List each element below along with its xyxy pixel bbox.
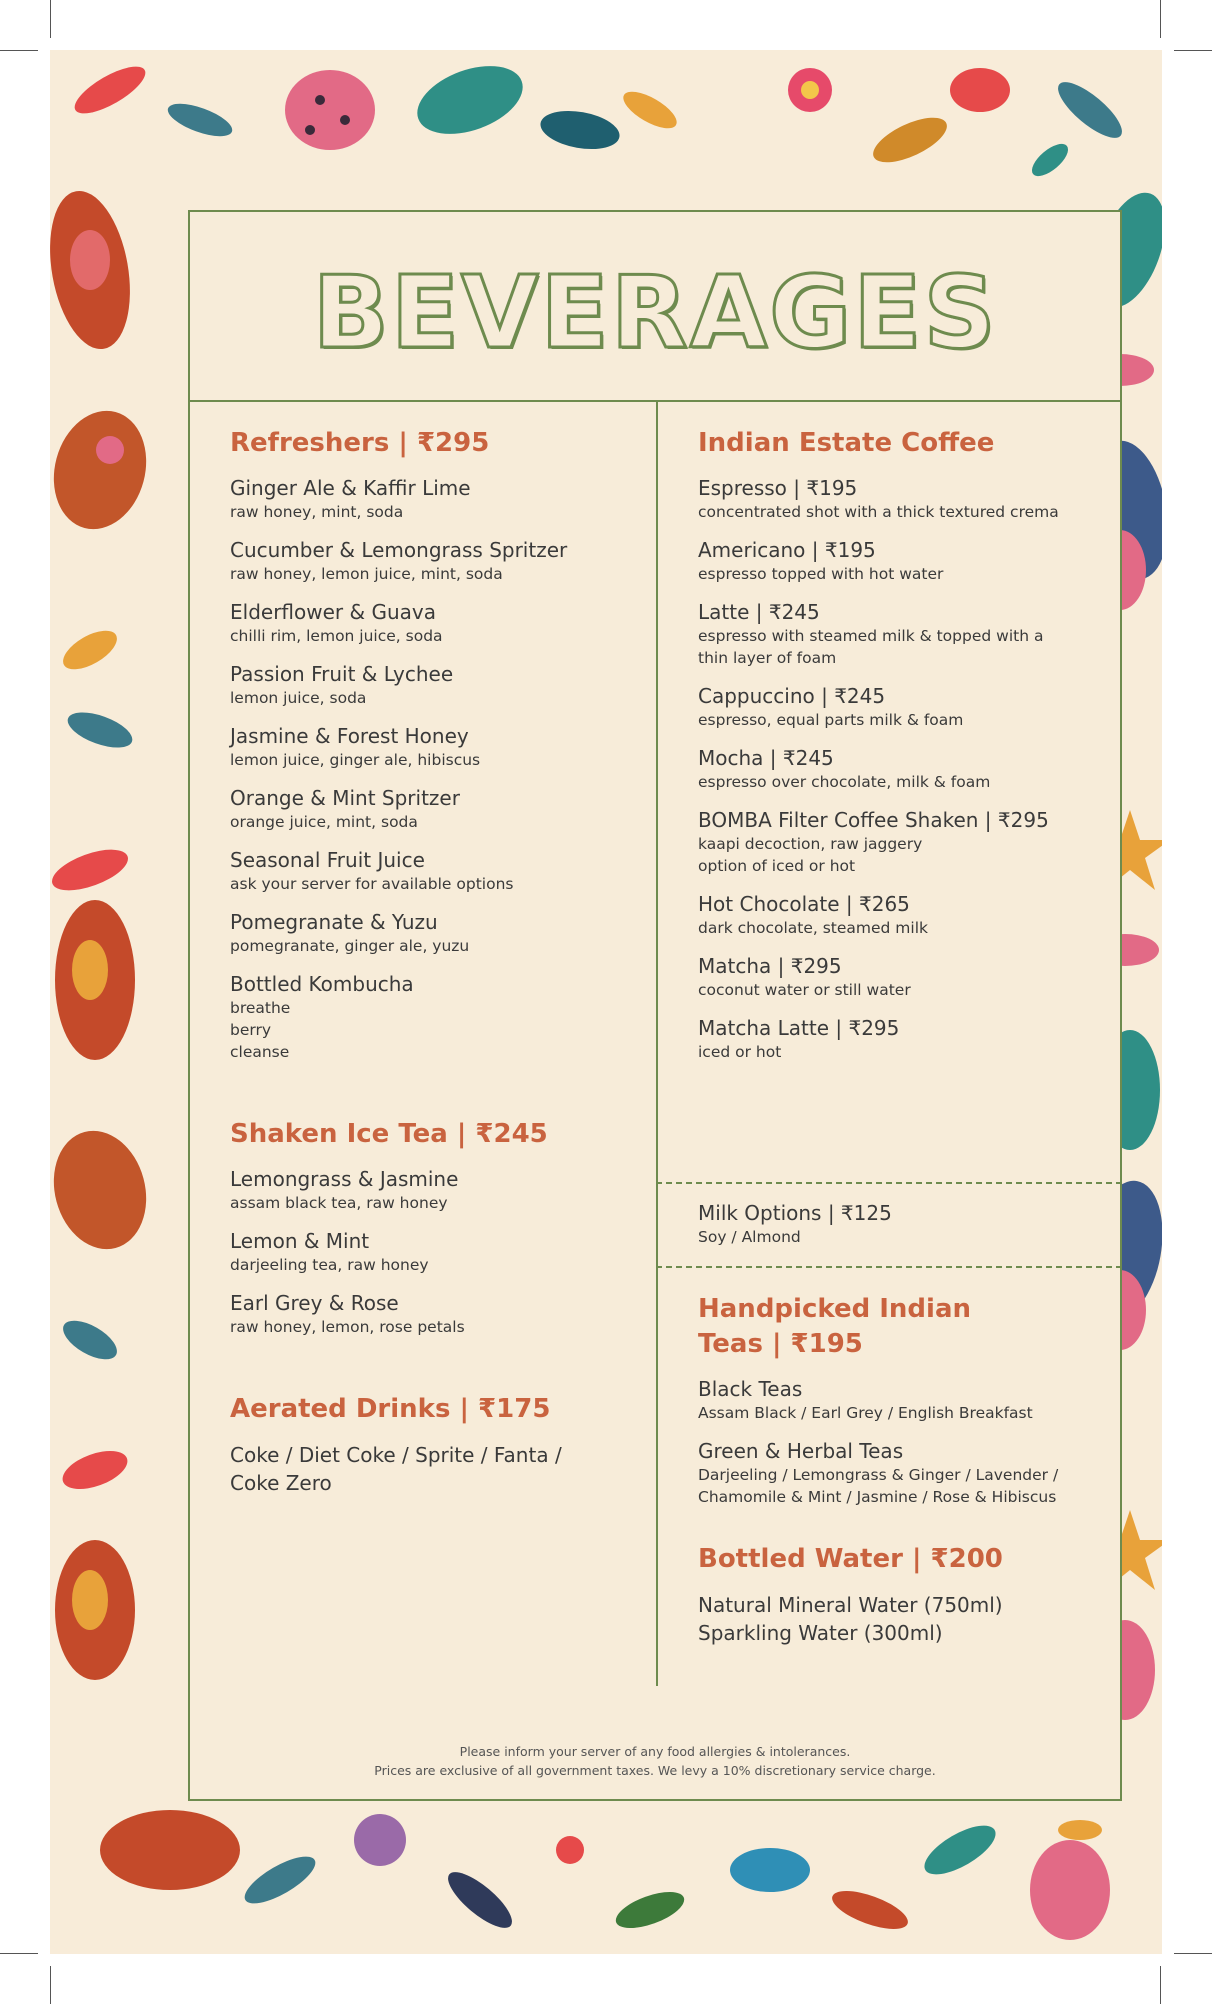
- menu-item: [230, 909, 640, 957]
- crop-mark: [0, 1953, 38, 1954]
- section-heading-teas: Handpicked Indian: [698, 1294, 972, 1324]
- footer-line: Please inform your server of any food allergies & intolerances.: [459, 1744, 851, 1759]
- crop-mark: [1174, 50, 1212, 51]
- menu-item: [698, 745, 1108, 793]
- item-name: Earl Grey & Rose: [230, 1291, 399, 1315]
- menu-item: [230, 847, 640, 895]
- coffee-list: [698, 475, 1108, 1063]
- item-name: Elderflower & Guava: [230, 600, 436, 624]
- item-desc: berry: [230, 1021, 272, 1039]
- item-desc: raw honey, lemon, rose petals: [230, 1318, 465, 1336]
- item-name: Mocha | ₹245: [698, 746, 834, 770]
- menu-item: [698, 537, 1108, 585]
- menu-item: [698, 1015, 1108, 1063]
- section-heading-shaken-ice-tea: Shaken Ice Tea | ₹245: [230, 1119, 548, 1149]
- water-line: Natural Mineral Water (750ml): [698, 1593, 1003, 1617]
- menu-item: [230, 1166, 640, 1214]
- item-desc: dark chocolate, steamed milk: [698, 919, 928, 937]
- dashed-divider: [656, 1182, 1122, 1184]
- menu-item: [230, 475, 640, 523]
- menu-item: [230, 1228, 640, 1276]
- teas-section: [698, 1292, 1108, 1647]
- section-heading-aerated: Aerated Drinks | ₹175: [230, 1394, 551, 1424]
- section-heading-refreshers: Refreshers | ₹295: [230, 428, 490, 458]
- shaken-list: [230, 1166, 640, 1338]
- item-desc: iced or hot: [698, 1043, 782, 1061]
- item-name: Matcha | ₹295: [698, 954, 842, 978]
- aerated-line: Coke Zero: [230, 1471, 332, 1495]
- item-desc: pomegranate, ginger ale, yuzu: [230, 937, 470, 955]
- menu-item: [230, 1290, 640, 1338]
- menu-item: [698, 1438, 1108, 1508]
- item-name: Espresso | ₹195: [698, 476, 858, 500]
- item-desc: raw honey, mint, soda: [230, 503, 404, 521]
- item-desc: coconut water or still water: [698, 981, 911, 999]
- crop-mark: [1160, 1966, 1161, 2004]
- footer-line: Prices are exclusive of all government taxes. We levy a 10% discretionary service charge.: [374, 1763, 936, 1778]
- crop-mark: [1174, 1953, 1212, 1954]
- divider: [190, 400, 1120, 402]
- item-desc: espresso over chocolate, milk & foam: [698, 773, 991, 791]
- dashed-divider: [656, 1266, 1122, 1268]
- item-desc: Assam Black / Earl Grey / English Breakfast: [698, 1404, 1033, 1422]
- menu-item: [230, 785, 640, 833]
- item-name: Latte | ₹245: [698, 600, 820, 624]
- item-desc: lemon juice, ginger ale, hibiscus: [230, 751, 481, 769]
- item-name: Seasonal Fruit Juice: [230, 848, 425, 872]
- item-name: Lemongrass & Jasmine: [230, 1167, 459, 1191]
- menu-panel: [188, 210, 1122, 1801]
- item-name: Pomegranate & Yuzu: [230, 910, 438, 934]
- menu-item: [230, 661, 640, 709]
- crop-mark: [50, 0, 51, 38]
- item-desc: lemon juice, soda: [230, 689, 367, 707]
- crop-mark: [0, 50, 38, 51]
- item-desc: Chamomile & Mint / Jasmine / Rose & Hibiscus: [698, 1488, 1057, 1506]
- menu-item: [698, 475, 1108, 523]
- column-divider: [656, 402, 658, 1686]
- item-desc: kaapi decoction, raw jaggery: [698, 835, 923, 853]
- menu-item: [698, 599, 1108, 669]
- teas-list: [698, 1376, 1108, 1508]
- page-title: BEVERAGES: [312, 254, 998, 371]
- menu-sheet: [50, 50, 1162, 1954]
- milk-options: [698, 1200, 1108, 1248]
- section-heading-teas: Teas | ₹195: [698, 1329, 863, 1359]
- item-name: Cappuccino | ₹245: [698, 684, 886, 708]
- item-name: Black Teas: [698, 1377, 803, 1401]
- item-desc: cleanse: [230, 1043, 290, 1061]
- refreshers-list: [230, 475, 640, 957]
- item-name: Milk Options | ₹125: [698, 1201, 892, 1225]
- item-desc: breathe: [230, 999, 291, 1017]
- item-desc: concentrated shot with a thick textured crema: [698, 503, 1059, 521]
- water-line: Sparkling Water (300ml): [698, 1621, 943, 1645]
- left-column: [230, 426, 640, 1497]
- item-desc: option of iced or hot: [698, 857, 856, 875]
- aerated-line: Coke / Diet Coke / Sprite / Fanta /: [230, 1443, 562, 1467]
- item-name: Ginger Ale & Kaffir Lime: [230, 476, 471, 500]
- item-desc: chilli rim, lemon juice, soda: [230, 627, 443, 645]
- item-name: Matcha Latte | ₹295: [698, 1016, 900, 1040]
- right-column: [698, 426, 1108, 1063]
- crop-mark: [50, 1966, 51, 2004]
- section-heading-coffee: Indian Estate Coffee: [698, 428, 995, 458]
- item-name: Jasmine & Forest Honey: [230, 724, 469, 748]
- item-desc: espresso with steamed milk & topped with a: [698, 627, 1044, 645]
- menu-item: [230, 971, 640, 1063]
- item-desc: ask your server for available options: [230, 875, 514, 893]
- crop-mark: [1160, 0, 1161, 38]
- item-name: Americano | ₹195: [698, 538, 876, 562]
- item-name: Orange & Mint Spritzer: [230, 786, 460, 810]
- footer-note: [190, 1742, 1120, 1780]
- menu-item: [698, 953, 1108, 1001]
- item-desc: darjeeling tea, raw honey: [230, 1256, 429, 1274]
- item-desc: espresso, equal parts milk & foam: [698, 711, 964, 729]
- item-desc: orange juice, mint, soda: [230, 813, 418, 831]
- item-name: Lemon & Mint: [230, 1229, 370, 1253]
- item-name: Cucumber & Lemongrass Spritzer: [230, 538, 568, 562]
- menu-item: [698, 1376, 1108, 1424]
- item-desc: Darjeeling / Lemongrass & Ginger / Lavender /: [698, 1466, 1059, 1484]
- menu-item: [698, 891, 1108, 939]
- menu-item: [230, 537, 640, 585]
- menu-item: [230, 599, 640, 647]
- menu-item: [698, 807, 1108, 877]
- item-desc: raw honey, lemon juice, mint, soda: [230, 565, 503, 583]
- item-name: BOMBA Filter Coffee Shaken | ₹295: [698, 808, 1049, 832]
- item-name: Green & Herbal Teas: [698, 1439, 904, 1463]
- section-heading-water: Bottled Water | ₹200: [698, 1544, 1003, 1574]
- item-name: Bottled Kombucha: [230, 972, 414, 996]
- item-desc: assam black tea, raw honey: [230, 1194, 448, 1212]
- menu-item: [698, 683, 1108, 731]
- item-desc: espresso topped with hot water: [698, 565, 944, 583]
- item-name: Passion Fruit & Lychee: [230, 662, 454, 686]
- item-desc: thin layer of foam: [698, 649, 837, 667]
- item-desc: Soy / Almond: [698, 1228, 801, 1246]
- menu-item: [230, 723, 640, 771]
- item-name: Hot Chocolate | ₹265: [698, 892, 910, 916]
